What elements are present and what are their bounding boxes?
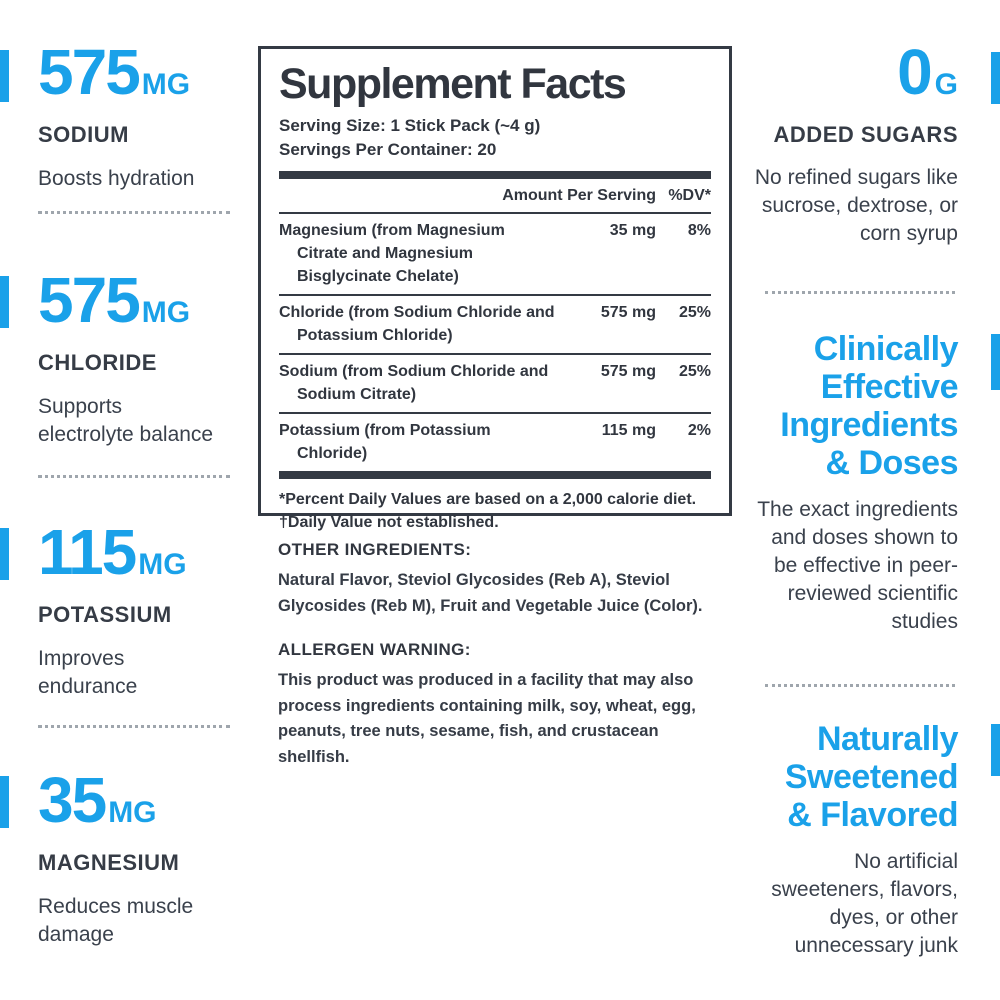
sodium-benefit: Boosts hydration	[38, 167, 195, 190]
magnesium-label: MAGNESIUM	[38, 850, 180, 875]
accent-bar-added-sugars	[991, 52, 1000, 104]
table-row-potassium	[279, 412, 711, 471]
table-header	[279, 179, 711, 212]
amount-per-serving-header: Amount Per Serving	[502, 187, 656, 205]
clinically-effective-body: The exact ingredients and doses shown to be effective in peer-reviewed scientific studies	[757, 498, 958, 633]
footnote-dagger: †Daily Value not established.	[279, 514, 499, 532]
panel-title: Supplement Facts	[279, 60, 626, 108]
row-dv: 2%	[687, 422, 711, 440]
other-ingredients-text: Natural Flavor, Steviol Glycosides (Reb A), Steviol Glycosides (Reb M), Fruit and Vegetable Juice (Color).	[278, 571, 703, 615]
other-ingredients-section	[278, 540, 730, 619]
claim-clinically-effective	[754, 330, 958, 636]
divider	[38, 211, 230, 214]
naturally-sweetened-body: No artificial sweeteners, flavors, dyes, or other unnecessary junk	[771, 850, 958, 957]
added-sugars-body: No refined sugars like sucrose, dextrose, or corn syrup	[754, 166, 958, 245]
supplement-facts-panel	[258, 46, 732, 532]
serving-size: Serving Size: 1 Stick Pack (~4 g)	[279, 116, 541, 136]
row-name: Potassium (from Potassium Chloride)	[279, 422, 491, 463]
potassium-amount	[38, 516, 234, 588]
magnesium-amount-unit: MG	[108, 796, 157, 829]
sodium-amount	[38, 36, 234, 108]
stat-magnesium	[38, 764, 234, 949]
stat-chloride	[38, 264, 234, 449]
row-name: Magnesium (from Magnesium Citrate and Magnesium Bisglycinate Chelate)	[279, 222, 505, 286]
magnesium-amount-value: 35	[38, 764, 106, 836]
accent-bar-magnesium	[0, 776, 9, 828]
row-dv: 25%	[678, 363, 711, 381]
servings-per-container: Servings Per Container: 20	[279, 140, 497, 160]
naturally-sweetened-headline: Naturally Sweetened & Flavored	[784, 720, 958, 834]
sodium-label: SODIUM	[38, 122, 129, 147]
accent-bar-clinically-effective	[991, 334, 1000, 390]
divider	[38, 725, 230, 728]
potassium-amount-unit: MG	[138, 548, 187, 581]
row-amount: 575 mg	[600, 363, 656, 381]
other-ingredients-heading: OTHER INGREDIENTS:	[278, 540, 472, 559]
row-name: Sodium (from Sodium Chloride and Sodium Citrate)	[279, 363, 549, 404]
table-row-chloride	[279, 294, 711, 353]
potassium-benefit: Improves endurance	[38, 647, 138, 698]
thick-rule	[279, 471, 711, 479]
divider	[38, 475, 230, 478]
magnesium-benefit: Reduces muscle damage	[38, 895, 194, 946]
sodium-amount-value: 575	[38, 36, 139, 108]
claim-naturally-sweetened	[754, 720, 958, 960]
footnote-dv: *Percent Daily Values are based on a 2,000 calorie diet.	[279, 491, 697, 509]
clinically-effective-headline: Clinically Effective Ingredients & Doses	[780, 330, 958, 482]
thick-rule	[279, 171, 711, 179]
added-sugars-amount	[754, 36, 958, 108]
chloride-amount-unit: MG	[141, 296, 191, 329]
row-amount: 575 mg	[600, 304, 656, 322]
chloride-amount	[38, 264, 234, 336]
accent-bar-naturally-sweetened	[991, 724, 1000, 776]
chloride-amount-value: 575	[38, 264, 139, 336]
sodium-amount-unit: MG	[141, 68, 191, 101]
row-dv: 8%	[687, 222, 711, 240]
accent-bar-chloride	[0, 276, 9, 328]
divider	[765, 684, 955, 687]
row-amount: 115 mg	[601, 422, 656, 440]
accent-bar-sodium	[0, 50, 9, 102]
table-row-magnesium	[279, 212, 711, 294]
allergen-warning-text: This product was produced in a facility that may also process ingredients containing milk, soy, wheat, egg, peanuts, tree nuts, sesame, fish, and crustacean shellfish.	[278, 671, 696, 766]
chloride-benefit: Supports electrolyte balance	[38, 395, 214, 446]
divider	[765, 291, 955, 294]
stat-added-sugars	[754, 36, 958, 248]
potassium-label: POTASSIUM	[38, 602, 172, 627]
magnesium-amount	[38, 764, 234, 836]
row-amount: 35 mg	[609, 222, 656, 240]
chloride-label: CHLORIDE	[38, 350, 157, 375]
potassium-amount-value: 115	[38, 516, 136, 588]
stat-potassium	[38, 516, 234, 701]
row-dv: 25%	[678, 304, 711, 322]
stat-sodium	[38, 36, 234, 193]
allergen-warning-section	[278, 640, 730, 770]
added-sugars-amount-value: 0	[897, 36, 932, 108]
row-name: Chloride (from Sodium Chloride and Potassium Chloride)	[279, 304, 555, 345]
accent-bar-potassium	[0, 528, 9, 580]
dv-header: %DV*	[668, 187, 711, 205]
added-sugars-amount-unit: G	[934, 68, 958, 101]
allergen-warning-heading: ALLERGEN WARNING:	[278, 640, 471, 659]
table-row-sodium	[279, 353, 711, 412]
added-sugars-label: ADDED SUGARS	[773, 122, 958, 147]
